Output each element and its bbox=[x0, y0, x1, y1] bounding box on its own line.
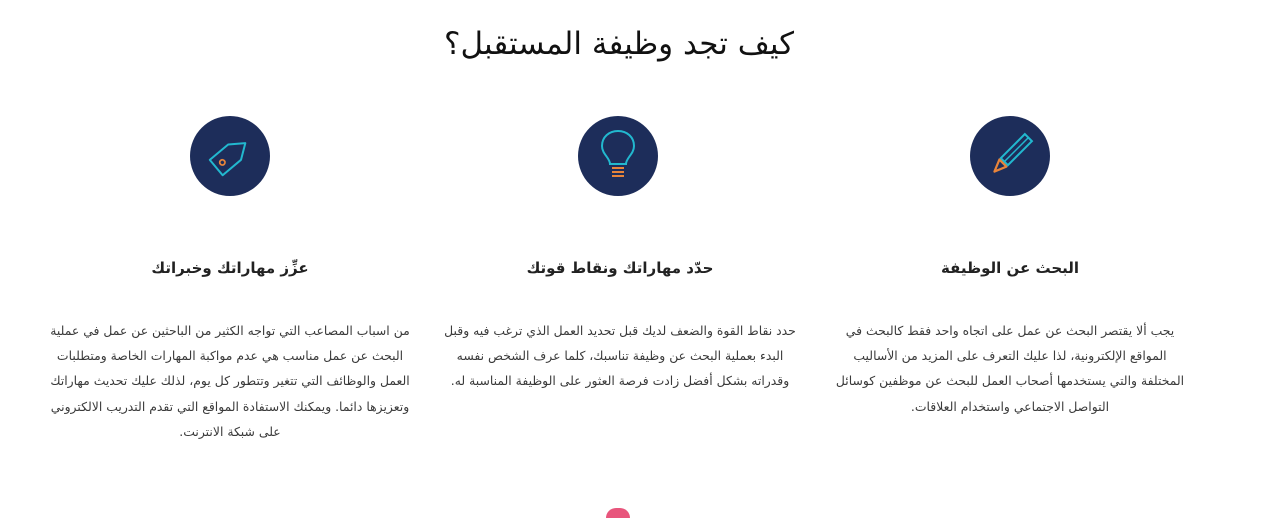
card-identify-skills bbox=[430, 0, 810, 513]
card-text: يجب ألا يقتصر البحث عن عمل على اتجاه واحد فقط كالبحث في المواقع الإلكترونية، لذا عليك التعرف على المزيد من الأساليب المختلفة والتي يستخدمها أصحاب العمل للبحث عن موظفين كوسائل التواصل الاجتماعي واستخدام العلاقات. bbox=[835, 323, 1185, 414]
card-job-search bbox=[820, 0, 1200, 513]
card-title: البحث عن الوظيفة bbox=[940, 259, 1080, 277]
card-title: عزِّز مهاراتك وخبراتك bbox=[151, 259, 309, 277]
tag-icon bbox=[190, 116, 270, 196]
card-text: حدد نقاط القوة والضعف لديك قبل تحديد العمل الذي ترغب فيه وقبل البدء بعملية البحث عن وظيفة تناسبك، كلما عرف الشخص نفسه وقدراته بشكل أفضل زادت فرصة العثور على الوظيفة المناسبة له. bbox=[444, 323, 796, 389]
lightbulb-icon bbox=[578, 116, 658, 196]
pencil-icon-circle bbox=[970, 116, 1050, 196]
lightbulb-icon-circle bbox=[578, 116, 658, 196]
card-title: حدّد مهاراتك ونقاط قوتك bbox=[526, 259, 714, 277]
bottom-decoration bbox=[606, 508, 630, 518]
pencil-icon bbox=[970, 116, 1050, 196]
card-text: من اسباب المصاعب التي تواجه الكثير من الباحثين عن عمل في عملية البحث عن عمل مناسب هي عدم مواكبة المهارات الخاصة ومتطلبات العمل والوظائف التي تتغير وتتطور كل يوم، لذلك عليك تحديث مهاراتك وتعزيزها دائما. ويمكنك الاستفادة المواقع التي تقدم التدريب الالكتروني على شبكة الانترنت. bbox=[50, 323, 410, 439]
section-title: كيف تجد وظيفة المستقبل؟ bbox=[444, 26, 794, 62]
tag-icon-circle bbox=[190, 116, 270, 196]
card-enhance-skills bbox=[40, 0, 420, 513]
